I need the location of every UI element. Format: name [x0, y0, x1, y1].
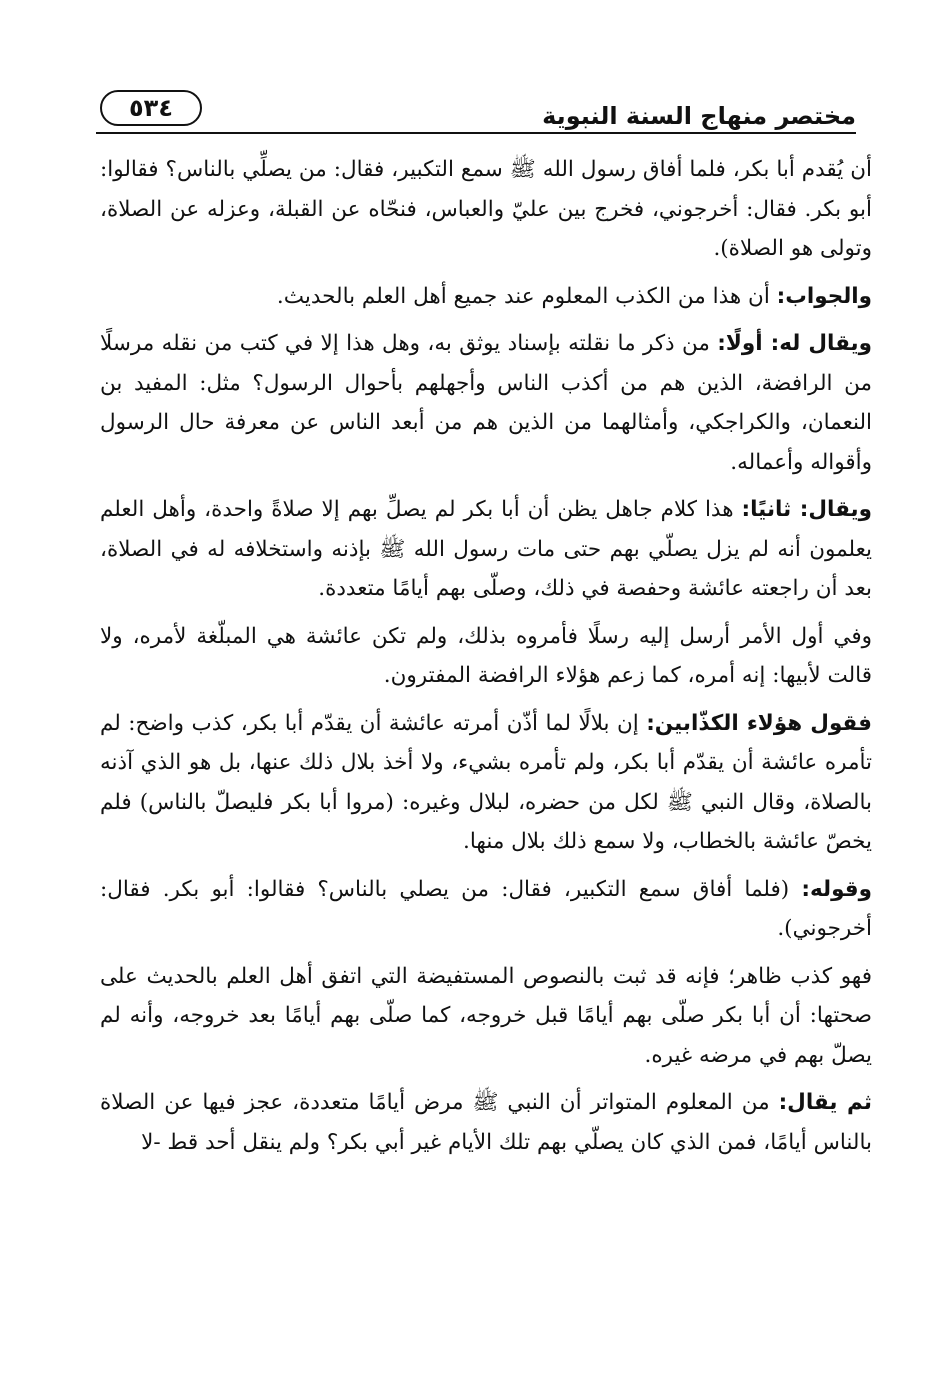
page-number: ٥٣٤ [100, 90, 202, 126]
paragraph-text: من المعلوم المتواتر أن النبي ﷺ مرض أيامًا متعددة، عجز فيها عن الصلاة بالناس أيامًا، فمن الذي كان يصلّي بهم تلك الأيام غير أبي بكر؟ ولم ينقل أحد قط -لا [100, 1090, 872, 1155]
paragraph-text: أن يُقدم أبا بكر، فلما أفاق رسول الله ﷺ سمع التكبير، فقال: من يصلِّي بالناس؟ فقالوا: أبو بكر. فقال: أخرجوني، فخرج بين عليّ والعباس، فنحّاه عن القبلة، وعزله عن الصلاة، وتولى هو الصلاة). [100, 157, 872, 261]
paragraph-label: ويقال له: أولًا: [717, 331, 872, 356]
paragraph-7 [100, 870, 872, 949]
paragraph-label: والجواب: [776, 283, 872, 309]
paragraph-label: فقول هؤلاء الكذّابين: [646, 710, 872, 736]
paragraph-4 [100, 490, 872, 609]
paragraph-text: إن بلالًا لما أذّن أمرته عائشة أن يقدّم أبا بكر، كذب واضح: لم تأمره عائشة أن يقدّم أبا بكر، ولم تأمره بشيء، ولا أخذ بلال ذلك عنها، بل هو الذي آذنه بالصلاة، وقال النبي ﷺ لكل من حضره، لبلال وغيره: (مروا أبا بكر فليصلّ بالناس) فلم يخصّ عائشة بالخطاب، ولا سمع ذلك بلال منها. [100, 710, 872, 854]
page-header [96, 80, 856, 140]
paragraph-8 [100, 957, 872, 1076]
paragraph-text: فهو كذب ظاهر؛ فإنه قد ثبت بالنصوص المستفيضة التي اتفق أهل العلم بالحديث على صحتها: أن أبا بكر صلّى بهم أيامًا قبل خروجه، كما صلّى بهم أيامًا بعد خروجه، وأنه لم يصلّ بهم في مرضه غيره. [100, 963, 872, 1068]
paragraph-label: وقوله: [801, 876, 872, 902]
paragraph-label: ثم يقال: [778, 1090, 872, 1115]
paragraph-text: (فلما أفاق سمع التكبير، فقال: من يصلي بالناس؟ فقالوا: أبو بكر. فقال: أخرجوني). [100, 876, 872, 941]
paragraph-text: من ذكر ما نقلته بإسناد يوثق به، وهل هذا إلا في كتب من نقله مرسلًا من الرافضة، الذين هم من أكذب الناس وأجهلهم بأحوال الرسول؟ مثل: المفيد بن النعمان، والكراجكي، وأمثالهما من الذين هم من أبعد الناس عن معرفة حال الرسول وأقواله وأعماله. [100, 331, 872, 475]
page-body [100, 150, 872, 1170]
paragraph-6 [100, 704, 872, 862]
paragraph-5 [100, 617, 872, 696]
paragraph-label: ويقال: ثانيًا: [741, 497, 872, 522]
header-divider [96, 132, 856, 134]
paragraph-text: وفي أول الأمر أرسل إليه رسلًا فأمروه بذلك، ولم تكن عائشة هي المبلّغة لأمره، ولا قالت لأبيها: إنه أمره، كما زعم هؤلاء الرافضة المفترون. [100, 623, 872, 688]
book-title: مختصر منهاج السنة النبوية [542, 102, 856, 130]
paragraph-9 [100, 1083, 872, 1162]
paragraph-text: هذا كلام جاهل يظن أن أبا بكر لم يصلِّ بهم إلا صلاةً واحدة، وأهل العلم يعلمون أنه لم يزل يصلّي بهم حتى مات رسول الله ﷺ بإذنه واستخلافه له في الصلاة، بعد أن راجعته عائشة وحفصة في ذلك، وصلّى بهم أيامًا متعددة. [100, 497, 872, 601]
paragraph-3 [100, 324, 872, 482]
paragraph-2 [100, 277, 872, 317]
paragraph-text: أن هذا من الكذب المعلوم عند جميع أهل العلم بالحديث. [276, 283, 777, 309]
paragraph-1 [100, 150, 872, 269]
